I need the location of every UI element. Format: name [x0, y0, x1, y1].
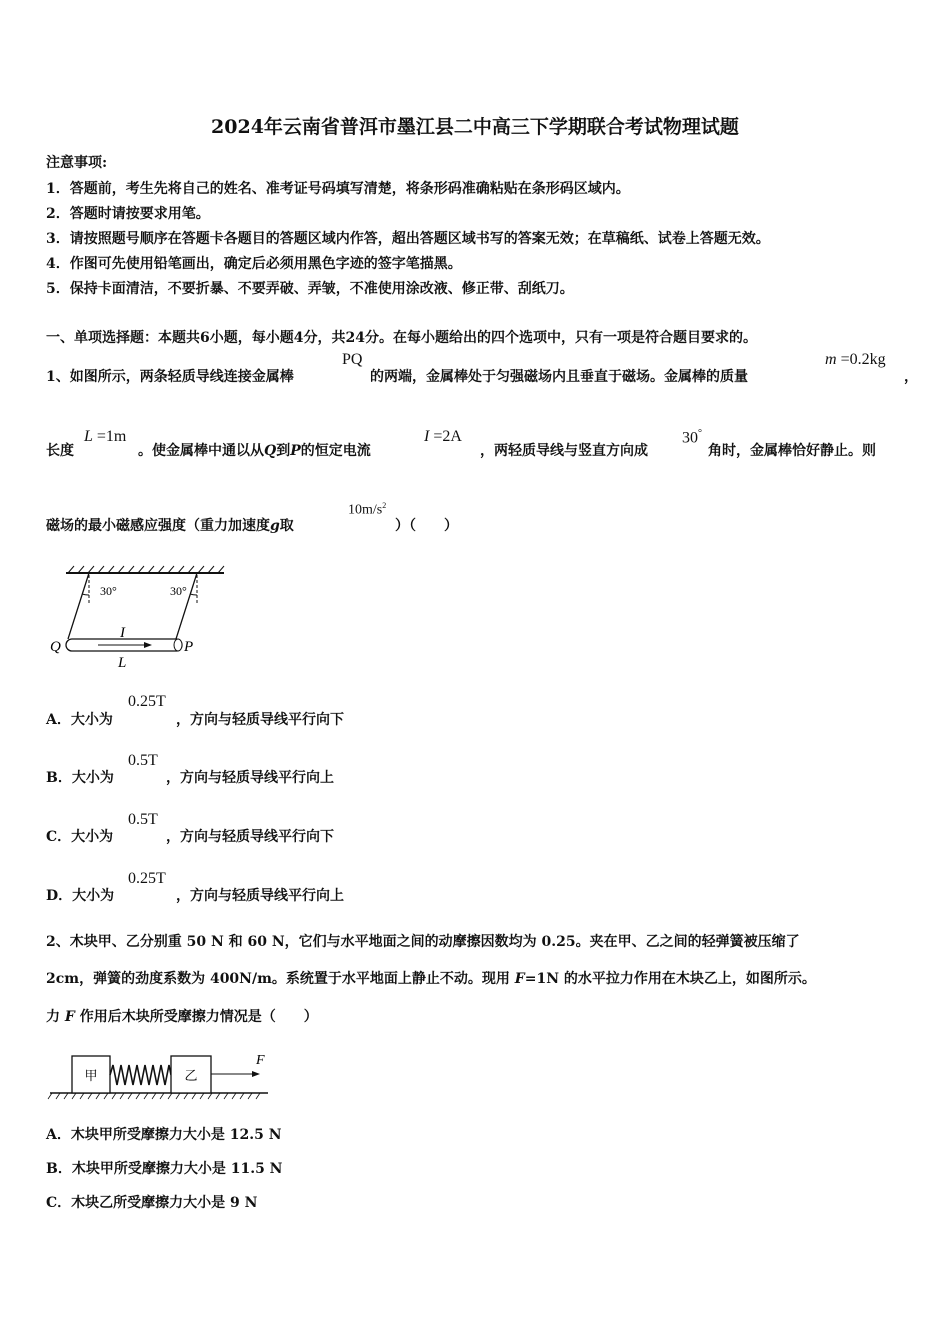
q2-option-b[interactable]: B．木块甲所受摩擦力大小是 11.5 N	[46, 1161, 283, 1177]
right-angle-label: 30°	[170, 584, 187, 598]
q1-line2-a: 长度	[46, 443, 74, 459]
q1-option-b-text: ，方向与轻质导线平行向上	[166, 770, 334, 786]
q1-option-d-text: ，方向与轻质导线平行向上	[176, 888, 344, 904]
label-l: L	[118, 655, 127, 671]
q2-option-a[interactable]: A．木块甲所受摩擦力大小是 12.5 N	[46, 1127, 282, 1143]
q1-line2-e: 角时，金属棒恰好静止。则	[708, 443, 876, 459]
q1-line2-d: ，两轻质导线与竖直方向成	[480, 443, 648, 459]
block-b-label: 乙	[184, 1068, 198, 1083]
notice-item-1: 1．答题前，考生先将自己的姓名、准考证号码填写清楚，将条形码准确粘贴在条形码区域内。	[46, 181, 630, 197]
q1-pq: PQ	[342, 351, 363, 368]
force-label: F	[256, 1053, 265, 1068]
q2-option-c[interactable]: C．木块乙所受摩擦力大小是 9 N	[46, 1195, 258, 1211]
notice-heading: 注意事项:	[46, 155, 108, 171]
label-p: P	[184, 639, 194, 655]
q1-line1-b: 的两端，金属棒处于匀强磁场内且垂直于磁场。金属棒的质量	[370, 369, 748, 385]
section-heading: 一、单项选择题：本题共6小题，每小题4分，共24分。在每小题给出的四个选项中，只有一项是符合题目要求的。	[46, 330, 757, 346]
notice-item-4: 4．作图可先使用铅笔画出，确定后必须用黑色字迹的签字笔描黑。	[46, 256, 462, 272]
q1-option-c-value: 0.5T	[128, 811, 158, 828]
q1-option-d-value: 0.25T	[128, 870, 166, 887]
q1-gval: $10m/s^2$	[348, 501, 387, 518]
block-a-label: 甲	[84, 1068, 98, 1083]
q2-figure	[46, 1047, 276, 1103]
right-angle-arc	[190, 594, 197, 595]
q1-line2-b: 。使金属棒中通以从Q到P的恒定电流	[138, 443, 371, 459]
q1-angle: 30°	[682, 428, 702, 447]
ground-hatch	[48, 1093, 260, 1099]
left-angle-label: 30°	[100, 584, 117, 598]
label-q: Q	[50, 639, 61, 655]
q1-option-b-value: 0.5T	[128, 752, 158, 769]
q1-option-a-text: ，方向与轻质导线平行向下	[176, 712, 344, 728]
label-i: I	[120, 625, 125, 641]
q1-line1-c: ，	[904, 369, 918, 385]
q1-line1-a: 1、如图所示，两条轻质导线连接金属棒	[46, 369, 294, 385]
notice-item-2: 2．答题时请按要求用笔。	[46, 206, 210, 222]
page-title: 2024年云南省普洱市墨江县二中高三下学期联合考试物理试题	[211, 116, 739, 138]
spring	[110, 1065, 171, 1085]
q2-line1: 2、木块甲、乙分别重 50 N 和 60 N，它们与水平地面之间的动摩擦因数均为 0.25。夹在甲、乙之间的轻弹簧被压缩了	[46, 934, 800, 950]
rod-end	[174, 639, 182, 651]
q1-line3: 磁场的最小磁感应强度（重力加速度g取	[46, 518, 294, 534]
q1-length: L =1m	[84, 428, 127, 445]
q1-line3-c: ）（ ）	[395, 518, 458, 534]
q1-current: I =2A	[424, 428, 462, 445]
right-wire	[176, 573, 197, 639]
notice-item-3: 3．请按照题号顺序在答题卡各题目的答题区域内作答，超出答题区域书写的答案无效；在草稿纸、试卷上答题无效。	[46, 231, 770, 247]
q1-option-c-text: ，方向与轻质导线平行向下	[166, 829, 334, 845]
q1-option-b-label[interactable]: B．大小为	[46, 770, 114, 786]
q1-option-a-value: 0.25T	[128, 693, 166, 710]
q1-option-a-label[interactable]: A．大小为	[46, 712, 113, 728]
q1-option-c-label[interactable]: C．大小为	[46, 829, 114, 845]
q1-figure	[44, 563, 230, 673]
q1-mass: m =0.2kg	[825, 351, 886, 368]
q2-line3: 力 F 作用后木块所受摩擦力情况是（ ）	[46, 1009, 318, 1025]
left-angle-arc	[82, 594, 89, 595]
notice-item-5: 5．保持卡面清洁，不要折暴、不要弄破、弄皱，不准使用涂改液、修正带、刮纸刀。	[46, 281, 574, 297]
q2-line2: 2cm，弹簧的劲度系数为 400N/m。系统置于水平地面上静止不动。现用 F=1N 的水平拉力作用在木块乙上，如图所示。	[46, 971, 816, 987]
left-wire	[68, 573, 89, 639]
ceiling-hatch	[68, 566, 224, 573]
force-arrow-head	[252, 1071, 260, 1077]
q1-option-d-label[interactable]: D．大小为	[46, 888, 115, 904]
